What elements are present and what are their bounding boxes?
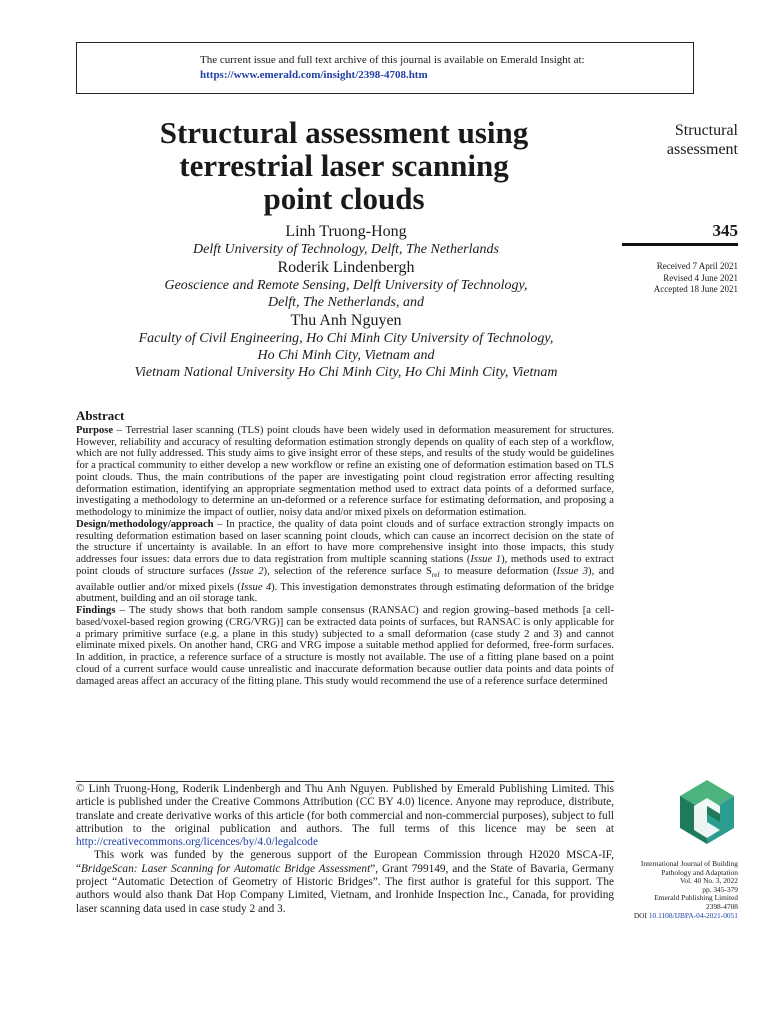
author-affiliation: Geoscience and Remote Sensing, Delft University of Technology, (164, 278, 528, 293)
license-paragraph (76, 783, 614, 849)
running-head-line: assessment (666, 141, 738, 158)
funding-paragraph (76, 849, 614, 915)
author-affiliation: Ho Chi Minh City, Vietnam and (257, 348, 435, 363)
author-name: Roderik Lindenbergh (277, 259, 415, 276)
title-line: point clouds (263, 181, 425, 216)
abstract-findings (76, 605, 614, 687)
design-text: ), methods used to extract point clouds of structure surfaces ( (76, 554, 614, 577)
license-link[interactable]: http://creativecommons.org/licences/by/4.0/legalcode (76, 836, 318, 849)
title-line: terrestrial laser scanning (179, 148, 509, 183)
journal-info-line: Emerald Publishing Limited (654, 893, 738, 903)
notice-text: The current issue and full text archive of this journal is available on Emerald Insight at: (200, 54, 585, 66)
page-number-rule (622, 243, 738, 246)
license-text: © Linh Truong-Hong, Roderik Lindenbergh and Thu Anh Nguyen. Published by Emerald Publishing Limited. This article is published under the Creative Commons Attribution (CC BY 4.0) licence. Anyone may reproduce, distribute, translate and create derivative works of this article (for both commercial and non-commercial purposes), subject to full attribution to the original publication and authors. The full terms of this licence may be seen at (76, 783, 614, 835)
author-affiliation: Faculty of Civil Engineering, Ho Chi Minh City University of Technology, (138, 331, 554, 346)
journal-info (620, 860, 738, 920)
project-title: BridgeScan: Laser Scanning for Automatic Bridge Assessment (81, 862, 371, 875)
running-head-line: Structural (674, 122, 738, 139)
author-name: Linh Truong-Hong (285, 223, 407, 240)
date-received: Received 7 April 2021 (656, 261, 738, 271)
title-line: Structural assessment using (159, 115, 529, 150)
journal-info-line: Vol. 40 No. 3, 2022 (680, 876, 738, 886)
abstract-section (76, 410, 614, 687)
issue-label: Issue 1 (470, 554, 502, 565)
abstract-design (76, 519, 614, 605)
ref-subscript: ref (431, 570, 440, 579)
design-text: ), and available outlier and/or mixed pixels ( (76, 565, 615, 593)
design-text: to measure deformation ( (439, 565, 557, 577)
purpose-text: – Terrestrial laser scanning (TLS) point clouds have been widely used in deformation measurement for structures. However, reliability and accuracy of resulting deformation estimation strongly depends on quality of each step of a workflow, which are not fully addressed. This study aims to give insight error of these steps, and results of the study would be guidelines for a practical community to either develop a new workflow or refine an existing one of deformation estimation based on TLS point clouds. Thus, the main contributions of the paper are investigating point cloud registration error affecting resulting deformation estimation, identifying an appropriate segmentation method used to extract data points of a deformed surface, investigating a methodology to determine an un-deformed or a reference surface for estimating deformation, and proposing a methodology to minimize the impact of outlier, noisy data and/or mixed pixels on deformation estimation. (76, 424, 614, 518)
author-affiliation: Delft University of Technology, Delft, The Netherlands (193, 242, 499, 257)
emerald-logo-icon (676, 778, 738, 848)
footnote-divider (76, 781, 614, 782)
journal-info-line: International Journal of Building (640, 859, 738, 868)
running-head (622, 121, 738, 159)
purpose-label: Purpose (76, 424, 114, 436)
journal-info-line: 2398-4708 (705, 901, 738, 911)
abstract-purpose (76, 425, 614, 519)
findings-text: – The study shows that both random sample consensus (RANSAC) and region growing–based methods [a cell-based/voxel-based region growing (CRG/VRG)] can be extracted data points of surfaces, but RANSAC is only applicable for a primary primitive surface (e.g. a plane in this study) subjected to a small deformation (case study 2 and 3) and cannot eliminate mixed pixels. On another hand, CRG and VRG impose a suitable method applied for deformed, free-form surfaces. In addition, in practice, a reference surface of a structure is mostly not available. The use of a fitting plane based on a point cloud of a current surface would cause unrealistic and inaccurate deformation because outlier data points and data points of damaged areas affect an accuracy of the fitting plane. This study would recommend the use of a reference surface determined (76, 605, 614, 687)
author-block (76, 222, 616, 381)
doi-label: DOI (633, 910, 649, 920)
issue-label: Issue 3 (556, 565, 589, 577)
journal-access-notice (76, 42, 694, 94)
funding-text: This work was funded by the generous support of the European Commission through H2020 MSCA-IF, “ (76, 849, 614, 875)
article-dates (622, 261, 738, 296)
funding-text: ”, Grant 799149, and the State of Bavaria, Germany project “Automatic Detection of Geometry of Historic Bridges”. The first author is grateful for this support. The authors would also thank Dat Hop Company Limited, Vietnam, and Ironhide Inspection Inc., Canada, for providing laser scanning data used in case study 2 and 3. (76, 862, 614, 915)
date-accepted: Accepted 18 June 2021 (653, 284, 738, 294)
author-name: Thu Anh Nguyen (290, 312, 402, 329)
article-title (96, 116, 592, 215)
issue-label: Issue 4 (240, 581, 272, 593)
design-text: ), selection of the reference surface S (263, 565, 432, 577)
abstract-heading: Abstract (76, 408, 125, 423)
page-number: 345 (712, 221, 738, 240)
author-affiliation: Vietnam National University Ho Chi Minh City, Ho Chi Minh City, Vietnam (134, 365, 558, 380)
design-text: – In practice, the quality of data point clouds and of surface extraction strongly impacts on resulting deformation estimation based on laser scanning point clouds, which can cause an incorrect decision on the state of the structure if uncertainty is available. In an effort to have more comprehensive insight into those impacts, this study addresses four issues: data errors due to data registration from multiple scanning stations ( (76, 518, 614, 565)
journal-info-line: pp. 345-379 (702, 884, 738, 894)
copyright-notice (76, 783, 614, 916)
doi-link[interactable]: 10.1108/IJBPA-04-2021-0051 (648, 910, 738, 920)
journal-info-line: Pathology and Adaptation (661, 867, 738, 877)
issue-label: Issue 2 (231, 565, 264, 577)
date-revised: Revised 4 June 2021 (663, 272, 738, 283)
design-text: ). This investigation demonstrates through estimating deformation of the bridge abutment, building and an oil storage tank. (76, 581, 614, 605)
doi-line (620, 912, 738, 921)
findings-label: Findings (76, 605, 116, 617)
author-affiliation: Delft, The Netherlands, and (268, 295, 424, 310)
journal-url-link[interactable]: https://www.emerald.com/insight/2398-4708.htm (200, 69, 428, 81)
design-label: Design/methodology/approach (76, 518, 214, 530)
